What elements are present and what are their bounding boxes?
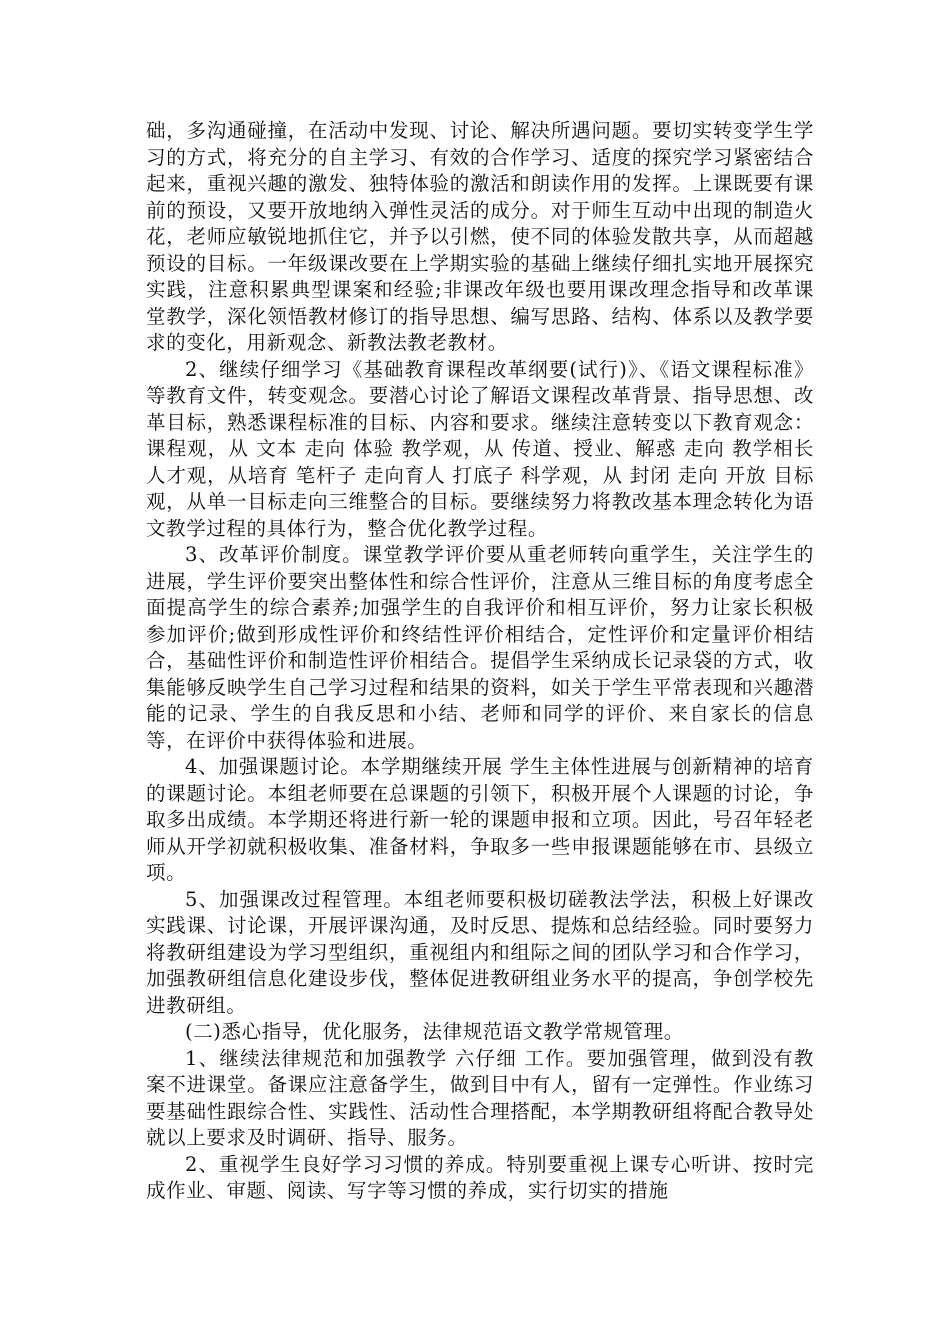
paragraph-continuation: 础，多沟通碰撞，在活动中发现、讨论、解决所遇问题。要切实转变学生学习的方式，将充分的自主学习、有效的合作学习、适度的探究学习紧密结合起来，重视兴趣的激发、独特体验的激活和朗读作用的发挥。上课既要有课前的预设，又要开放地纳入弹性灵活的成分。对于师生互动中出现的制造火花，老师应敏锐地抓住它，并予以引燃，使不同的体验发散共享，从而超越预设的目标。一年级课改要在上学期实验的基础上继续仔细扎实地开展探究实践，注意积累典型课案和经验;非课改年级也要用课改理念指导和改革课堂教学，深化领悟教材修订的指导思想、编写思路、结构、体系以及教学要求的变化，用新观念、新教法教老教材。 bbox=[146, 119, 814, 354]
paragraph-item-3-evaluation-reform: 3、改革评价制度。课堂教学评价要从重老师转向重学生，关注学生的进展，学生评价要突出整体性和综合性评价，注意从三维目标的角度考虑全面提高学生的综合素养;加强学生的自我评价和相互评价，努力让家长积极参加评价;做到形成性评价和终结性评价相结合，定性评价和定量评价相结合，基础性评价和制造性评价相结合。提倡学生采纳成长记录袋的方式，收集能够反映学生自己学习过程和结果的资料，如关于学生平常表现和兴趣潜能的记录、学生的自我反思和小结、老师和同学的评价、来自家长的信息等，在评价中获得体验和进展。 bbox=[146, 543, 814, 752]
paragraph-item-4-research-topics: 4、加强课题讨论。本学期继续开展 学生主体性进展与创新精神的培育 的课题讨论。本组老师要在总课题的引领下，积极开展个人课题的讨论，争取多出成绩。本学期还将进行新一轮的课题申报和立项。因此，号召年轻老师从开学初就积极收集、准备材料，争取多一些申报课题能够在市、县级立项。 bbox=[146, 755, 814, 884]
paragraph-item-2-curriculum-study: 2、继续仔细学习《基础教育课程改革纲要(试行)》、《语文课程标准》等教育文件，转变观念。要潜心讨论了解语文课程改革背景、指导思想、改革目标，熟悉课程标准的目标、内容和要求。继续注意转变以下教育观念：课程观，从 文本 走向 体验 教学观，从 传道、授业、解惑 走向 教学相长 人才观，从培育 笔杆子 走向育人 打底子 科学观，从 封闭 走向 开放 目标观，从单一目标走向三维整合的目标。要继续努力将教改基本理念转化为语文教学过程的具体行为，整合优化教学过程。 bbox=[146, 357, 814, 540]
paragraph-item-1-teaching-work: 1、继续法律规范和加强教学 六仔细 工作。要加强管理，做到没有教案不进课堂。备课应注意备学生，做到目中有人，留有一定弹性。作业练习要基础性跟综合性、实践性、活动性合理搭配，本学期教研组将配合教导处就以上要求及时调研、指导、服务。 bbox=[146, 1046, 814, 1149]
paragraph-item-2-study-habits: 2、重视学生良好学习习惯的养成。特别要重视上课专心听讲、按时完成作业、审题、阅读、写字等习惯的养成，实行切实的措施 bbox=[146, 1152, 814, 1202]
section-heading-2: (二)悉心指导，优化服务，法律规范语文教学常规管理。 bbox=[185, 1020, 684, 1043]
paragraph-item-5-process-management: 5、加强课改过程管理。本组老师要积极切磋教法学法，积极上好课改实践课、讨论课，开展评课沟通，及时反思、提炼和总结经验。同时要努力将教研组建设为学习型组织，重视组内和组际之间的团队学习和合作学习，加强教研组信息化建设步伐，整体促进教研组业务水平的提高，争创学校先进教研组。 bbox=[146, 887, 814, 1017]
document-body bbox=[146, 118, 814, 1205]
